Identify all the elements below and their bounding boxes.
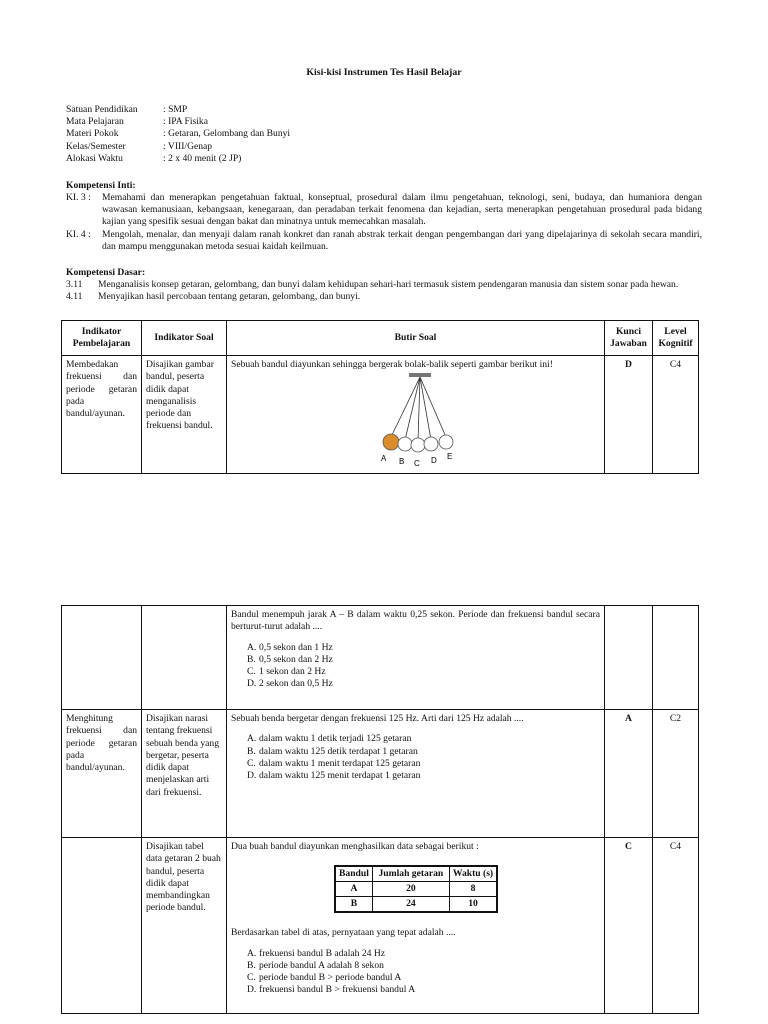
question-text: Bandul menempuh jarak A – B dalam waktu 0,25 sekon. Periode dan frekuensi bandul secara berturut-turut adalah ....	[231, 609, 600, 633]
cell-kunci	[605, 606, 653, 710]
meta-value: : VIII/Genap	[163, 140, 213, 152]
cell-level: C4	[653, 838, 699, 1014]
bob-b	[398, 437, 412, 451]
option	[247, 678, 600, 690]
option	[247, 733, 600, 745]
cell-butir	[227, 356, 605, 474]
option-letter: C.	[247, 972, 256, 984]
meta-value: : SMP	[163, 104, 188, 115]
pendulum-string-e	[420, 377, 446, 437]
cell-butir	[227, 838, 605, 1014]
option-text: 0,5 sekon dan 2 Hz	[259, 653, 333, 665]
option	[247, 770, 600, 782]
kd-item	[66, 279, 702, 291]
inner-header: Jumlah getaran	[372, 866, 449, 882]
bandul-data-table	[334, 865, 498, 913]
option-text: periode bandul A adalah 8 sekon	[259, 959, 384, 971]
inner-cell: B	[335, 897, 372, 913]
kd-label: 4.11	[66, 291, 83, 303]
cell-indikator-soal	[142, 606, 227, 710]
kd-text: Menyajikan hasil percobaan tentang getaran, gelombang, dan bunyi.	[98, 291, 361, 303]
option	[247, 948, 600, 960]
cell-kunci: A	[605, 710, 653, 838]
kisi-table-page1	[61, 320, 699, 474]
cell-indikator-soal: Disajikan gambar bandul, peserta didik dapat menganalisis periode dan frekuensi bandul.	[142, 356, 227, 474]
meta-key: Alokasi Waktu	[66, 152, 123, 164]
meta-key: Materi Pokok	[66, 128, 119, 140]
label-c: C	[414, 459, 420, 467]
cell-level: C2	[653, 710, 699, 838]
meta-row	[66, 153, 290, 165]
label-b: B	[399, 457, 405, 467]
meta-value: : Getaran, Gelombang dan Bunyi	[163, 128, 291, 140]
option-letter: D.	[247, 984, 257, 996]
options-list	[231, 642, 600, 691]
option-text: periode bandul B > periode bandul A	[259, 972, 402, 984]
options-list	[231, 948, 600, 997]
header-indikator-soal: Indikator Soal	[142, 321, 227, 356]
pendulum-string-a	[391, 377, 420, 437]
option-letter: A.	[247, 947, 257, 959]
inner-header: Bandul	[335, 866, 372, 882]
meta-value: : IPA Fisika	[163, 116, 208, 128]
ki-list	[66, 192, 702, 253]
document-title: Kisi-kisi Instrumen Tes Hasil Belajar	[306, 67, 462, 78]
inner-header-row	[335, 866, 497, 882]
cell-indikator	[62, 606, 142, 710]
cell-butir	[227, 710, 605, 838]
meta-value: : 2 x 40 menit (2 JP)	[163, 152, 242, 164]
bob-d	[424, 437, 438, 451]
option-text: dalam waktu 1 detik terjadi 125 getaran	[259, 733, 412, 745]
question-text: Sebuah benda bergetar dengan frekuensi 125 Hz. Arti dari 125 Hz adalah ....	[231, 713, 524, 724]
option-text: dalam waktu 125 menit terdapat 1 getaran	[259, 770, 421, 782]
cell-level	[653, 606, 699, 710]
label-e: E	[447, 452, 453, 462]
table-header-row	[62, 321, 699, 356]
kd-text: Menganalisis konsep getaran, gelombang, dan bunyi dalam kehidupan sehari-hari termasuk sistem pendengaran manusia dan sistem sonar pada hewan.	[98, 279, 679, 290]
option	[247, 972, 600, 984]
option	[247, 758, 600, 770]
ki-text: Memahami dan menerapkan pengetahuan faktual, konseptual, prosedural dalam ilmu pengetahuan, teknologi, seni, budaya, dan humaniora dengan wawasan kemanusiaan, kebangsaan, kenegaraan, dan peradaban terkait fenomena dan kejadian, serta menerapkan pengetahuan prosedural pada bidang kajian yang spesifik sesuai dengan bakat dan minatnya untuk memecahkan masalah.	[102, 192, 702, 228]
header-butir-soal: Butir Soal	[227, 321, 605, 356]
cell-kunci: C	[605, 838, 653, 1014]
table-row	[62, 838, 699, 1014]
option-letter: C.	[247, 757, 256, 769]
option-letter: B.	[247, 959, 256, 971]
bob-a	[383, 434, 399, 450]
option-letter: D.	[247, 770, 257, 782]
pendulum-figure	[371, 371, 551, 466]
cell-level: C4	[653, 356, 699, 474]
question-text: Dua buah bandul diayunkan menghasilkan data sebagai berikut :	[231, 841, 479, 852]
option-text: frekuensi bandul B adalah 24 Hz	[259, 947, 386, 959]
meta-row	[66, 104, 290, 116]
question-text-2: Berdasarkan tabel di atas, pernyataan yang tepat adalah ....	[231, 927, 456, 939]
option-text: dalam waktu 125 detik terdapat 1 getaran	[259, 745, 418, 757]
option	[247, 960, 600, 972]
options-list	[231, 733, 600, 782]
option	[247, 984, 600, 996]
inner-cell: A	[335, 882, 372, 897]
option-letter: A.	[247, 641, 257, 653]
inner-cell: 24	[372, 897, 449, 913]
inner-cell: 8	[449, 882, 497, 897]
ki-label: KI. 3 :	[66, 192, 91, 203]
cell-indikator	[62, 838, 142, 1014]
kisi-table-page2	[61, 605, 699, 1014]
cell-butir	[227, 606, 605, 710]
ki-title: Kompetensi Inti:	[66, 180, 136, 191]
bob-e	[439, 435, 453, 449]
option	[247, 666, 600, 678]
pendulum-string-d	[420, 377, 431, 440]
pendulum-string-b	[405, 377, 420, 440]
option-letter: B.	[247, 653, 256, 665]
kd-item	[66, 291, 702, 303]
pendulum-string-c	[418, 377, 420, 441]
meta-row	[66, 116, 290, 128]
option	[247, 642, 600, 654]
cell-kunci: D	[605, 356, 653, 474]
inner-header: Waktu (s)	[449, 866, 497, 882]
ki-label: KI. 4 :	[66, 228, 91, 240]
header-indikator: Indikator Pembelajaran	[62, 321, 142, 356]
pendulum-support	[409, 373, 431, 377]
option-text: dalam waktu 1 menit terdapat 125 getaran	[259, 757, 421, 769]
option-letter: D.	[247, 678, 257, 690]
inner-cell: 10	[449, 897, 497, 913]
table-row	[62, 606, 699, 710]
cell-indikator: Menghitung frekuensi dan periode getaran pada bandul/ayunan.	[62, 710, 142, 838]
meta-row	[66, 128, 290, 140]
ki-item	[66, 229, 702, 253]
header-kunci: Kunci Jawaban	[605, 321, 653, 356]
option-letter: C.	[247, 666, 256, 678]
inner-row	[335, 882, 497, 897]
table-row	[62, 710, 699, 838]
meta-key: Satuan Pendidikan	[66, 104, 138, 115]
kd-title: Kompetensi Dasar:	[66, 267, 146, 278]
cell-indikator-soal: Disajikan narasi tentang frekuensi sebuah benda yang bergetar, peserta didik dapat menjelaskan arti dari frekuensi.	[142, 710, 227, 838]
cell-indikator: Membedakan frekuensi dan periode getaran pada bandul/ayunan.	[62, 356, 142, 474]
option	[247, 654, 600, 666]
question-text: Sebuah bandul diayunkan sehingga bergerak bolak-balik seperti gambar berikut ini!	[231, 359, 553, 370]
option-text: 2 sekon dan 0,5 Hz	[259, 678, 333, 690]
header-level: Level Kognitif	[653, 321, 699, 356]
inner-cell: 20	[372, 882, 449, 897]
table-row	[62, 356, 699, 474]
bob-c	[411, 438, 425, 452]
meta-block	[66, 104, 290, 165]
cell-indikator-soal: Disajikan tabel data getaran 2 buah bandul, peserta didik dapat membandingkan periode bandul.	[142, 838, 227, 1014]
ki-text: Mengolah, menalar, dan menyaji dalam ranah konkret dan ranah abstrak terkait dengan pengembangan dari yang dipelajarinya di sekolah secara mandiri, dan mampu menggunakan metoda sesuai kaidah keilmuan.	[102, 228, 702, 252]
meta-row	[66, 141, 290, 153]
ki-item	[66, 192, 702, 229]
inner-row	[335, 897, 497, 913]
option	[247, 746, 600, 758]
option-text: 0,5 sekon dan 1 Hz	[259, 641, 333, 653]
label-a: A	[381, 454, 387, 464]
label-d: D	[431, 456, 437, 466]
kd-list	[66, 279, 702, 303]
meta-key: Mata Pelajaran	[66, 116, 124, 128]
option-letter: A.	[247, 733, 257, 745]
option-letter: B.	[247, 745, 256, 757]
kd-label: 3.11	[66, 279, 83, 290]
option-text: 1 sekon dan 2 Hz	[259, 666, 326, 678]
meta-key: Kelas/Semester	[66, 140, 126, 152]
option-text: frekuensi bandul B > frekuensi bandul A	[259, 984, 416, 996]
